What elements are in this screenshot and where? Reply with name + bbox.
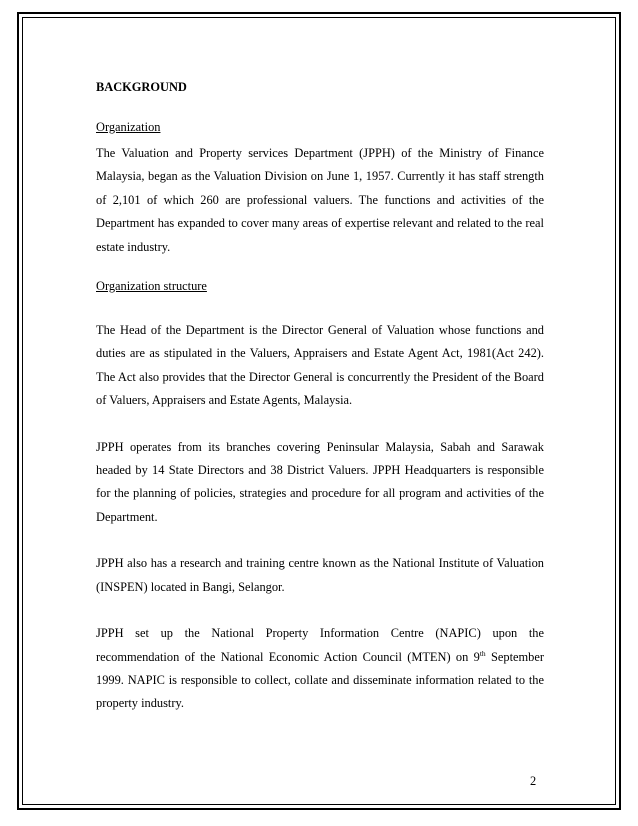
page-number: 2 [530,774,537,788]
structure-paragraph-inspen: JPPH also has a research and training centre known as the National Institute of Valuation (INSPEN) located in Bangi, Selangor. [96,556,544,594]
napic-text-after: September 1999. NAPIC is responsible to collect, collate and disseminate information related to the property industry. [96,649,544,711]
organization-title: Organization [96,120,161,134]
napic-text-before: JPPH set up the National Property Information Centre (NAPIC) upon the recommendation of the National Economic Action Council (MTEN) on 9 [96,626,544,664]
structure-paragraph-director-general: The Head of the Department is the Director General of Valuation whose functions and duties are as stipulated in the Valuers, Appraisers and Estate Agent Act, 1981(Act 242). The Act also provides that the Director General is concurrently the President of the Board of Valuers, Appraisers and Estate Agents, Malaysia. [96,323,544,408]
section-heading: BACKGROUND [96,80,187,94]
organization-structure-title: Organization structure [96,279,207,294]
napic-superscript: th [479,648,486,658]
structure-paragraph-branches: JPPH operates from its branches covering Peninsular Malaysia, Sabah and Sarawak headed by 14 State Directors and 38 District Valuers. JPPH Headquarters is responsible for the planning of policies, strategies and procedure for all program and activities of the Department. [96,439,544,524]
organization-paragraph: The Valuation and Property services Department (JPPH) of the Ministry of Finance Malaysia, began as the Valuation Division on June 1, 1957. Currently it has staff strength of 2,101 of which 260 are professional valuers. The functions and activities of the Department has expanded to cover many areas of expertise relevant and related to the real estate industry. [96,146,544,254]
document-body [96,78,544,716]
structure-paragraph-napic [96,622,544,716]
